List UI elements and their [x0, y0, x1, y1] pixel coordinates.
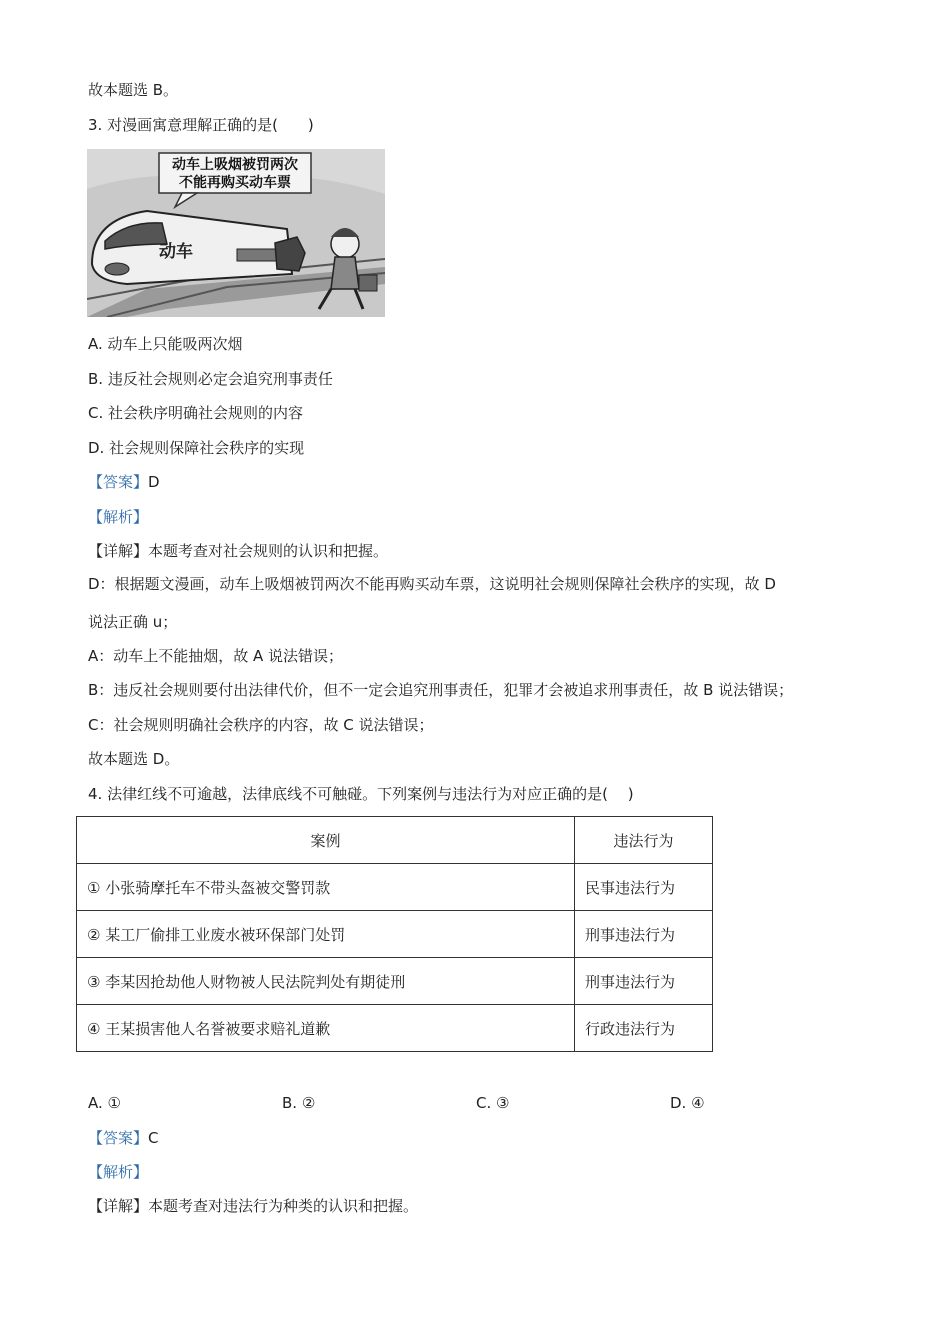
table-row — [77, 958, 713, 1005]
q3-option-a: A. 动车上只能吸两次烟 — [88, 335, 243, 353]
question-3-stem: 3. 对漫画寓意理解正确的是( ) — [88, 116, 314, 134]
caption-line-2: 不能再购买动车票 — [179, 175, 291, 191]
q4-analysis-tag: 【解析】 — [88, 1163, 149, 1181]
q3-analysis-tag: 【解析】 — [88, 508, 149, 526]
q4-option-b: B. ② — [282, 1094, 316, 1112]
q3-d-line-1: D：根据题文漫画，动车上吸烟被罚两次不能再购买动车票，这说明社会规则保障社会秩序的实现，故 D — [88, 575, 776, 593]
question-4-stem: 4. 法律红线不可逾越，法律底线不可触碰。下列案例与违法行为对应正确的是( ) — [88, 785, 634, 803]
violation-cell: 民事违法行为 — [575, 864, 713, 911]
answer-value: D — [148, 473, 160, 491]
q3-option-d: D. 社会规则保障社会秩序的实现 — [88, 439, 305, 457]
table-row — [77, 864, 713, 911]
q3-d-line-2: 说法正确 u； — [88, 613, 178, 631]
case-cell: ③ 李某因抢劫他人财物被人民法院判处有期徒刑 — [77, 958, 575, 1005]
case-cell: ① 小张骑摩托车不带头盔被交警罚款 — [77, 864, 575, 911]
q4-option-c: C. ③ — [476, 1094, 510, 1112]
violation-cell: 行政违法行为 — [575, 1005, 713, 1052]
header-violation: 违法行为 — [575, 817, 713, 864]
case-cell: ② 某工厂偷排工业废水被环保部门处罚 — [77, 911, 575, 958]
header-case: 案例 — [77, 817, 575, 864]
case-cell: ④ 王某损害他人名誉被要求赔礼道歉 — [77, 1005, 575, 1052]
briefcase — [359, 275, 377, 291]
table-row — [77, 1005, 713, 1052]
cartoon-image — [87, 149, 385, 317]
train-label: 动车 — [159, 242, 193, 262]
q3-detail: 【详解】本题考查对社会规则的认识和把握。 — [88, 542, 389, 560]
q4-option-d: D. ④ — [670, 1094, 705, 1112]
q3-a-line: A：动车上不能抽烟，故 A 说法错误； — [88, 647, 344, 665]
q4-detail: 【详解】本题考查对违法行为种类的认识和把握。 — [88, 1197, 419, 1215]
q4-option-a: A. ① — [88, 1094, 121, 1112]
previous-conclusion: 故本题选 B。 — [88, 81, 179, 99]
q3-answer — [88, 472, 160, 492]
table-row — [77, 911, 713, 958]
answer-tag: 【答案】 — [88, 1129, 149, 1147]
q3-conclusion: 故本题选 D。 — [88, 750, 180, 768]
q3-option-b: B. 违反社会规则必定会追究刑事责任 — [88, 370, 333, 388]
cases-table — [76, 816, 713, 1052]
q4-answer — [88, 1128, 159, 1148]
q3-option-c: C. 社会秩序明确社会规则的内容 — [88, 404, 304, 422]
answer-value: C — [148, 1129, 159, 1147]
q3-c-line: C：社会规则明确社会秩序的内容，故 C 说法错误； — [88, 716, 434, 734]
violation-cell: 刑事违法行为 — [575, 958, 713, 1005]
table-header-row — [77, 817, 713, 864]
violation-cell: 刑事违法行为 — [575, 911, 713, 958]
answer-tag: 【答案】 — [88, 473, 149, 491]
q3-b-line: B：违反社会规则要付出法律代价，但不一定会追究刑事责任，犯罪才会被追求刑事责任，故 B 说法错误； — [88, 681, 794, 699]
caption-line-1: 动车上吸烟被罚两次 — [172, 157, 298, 173]
